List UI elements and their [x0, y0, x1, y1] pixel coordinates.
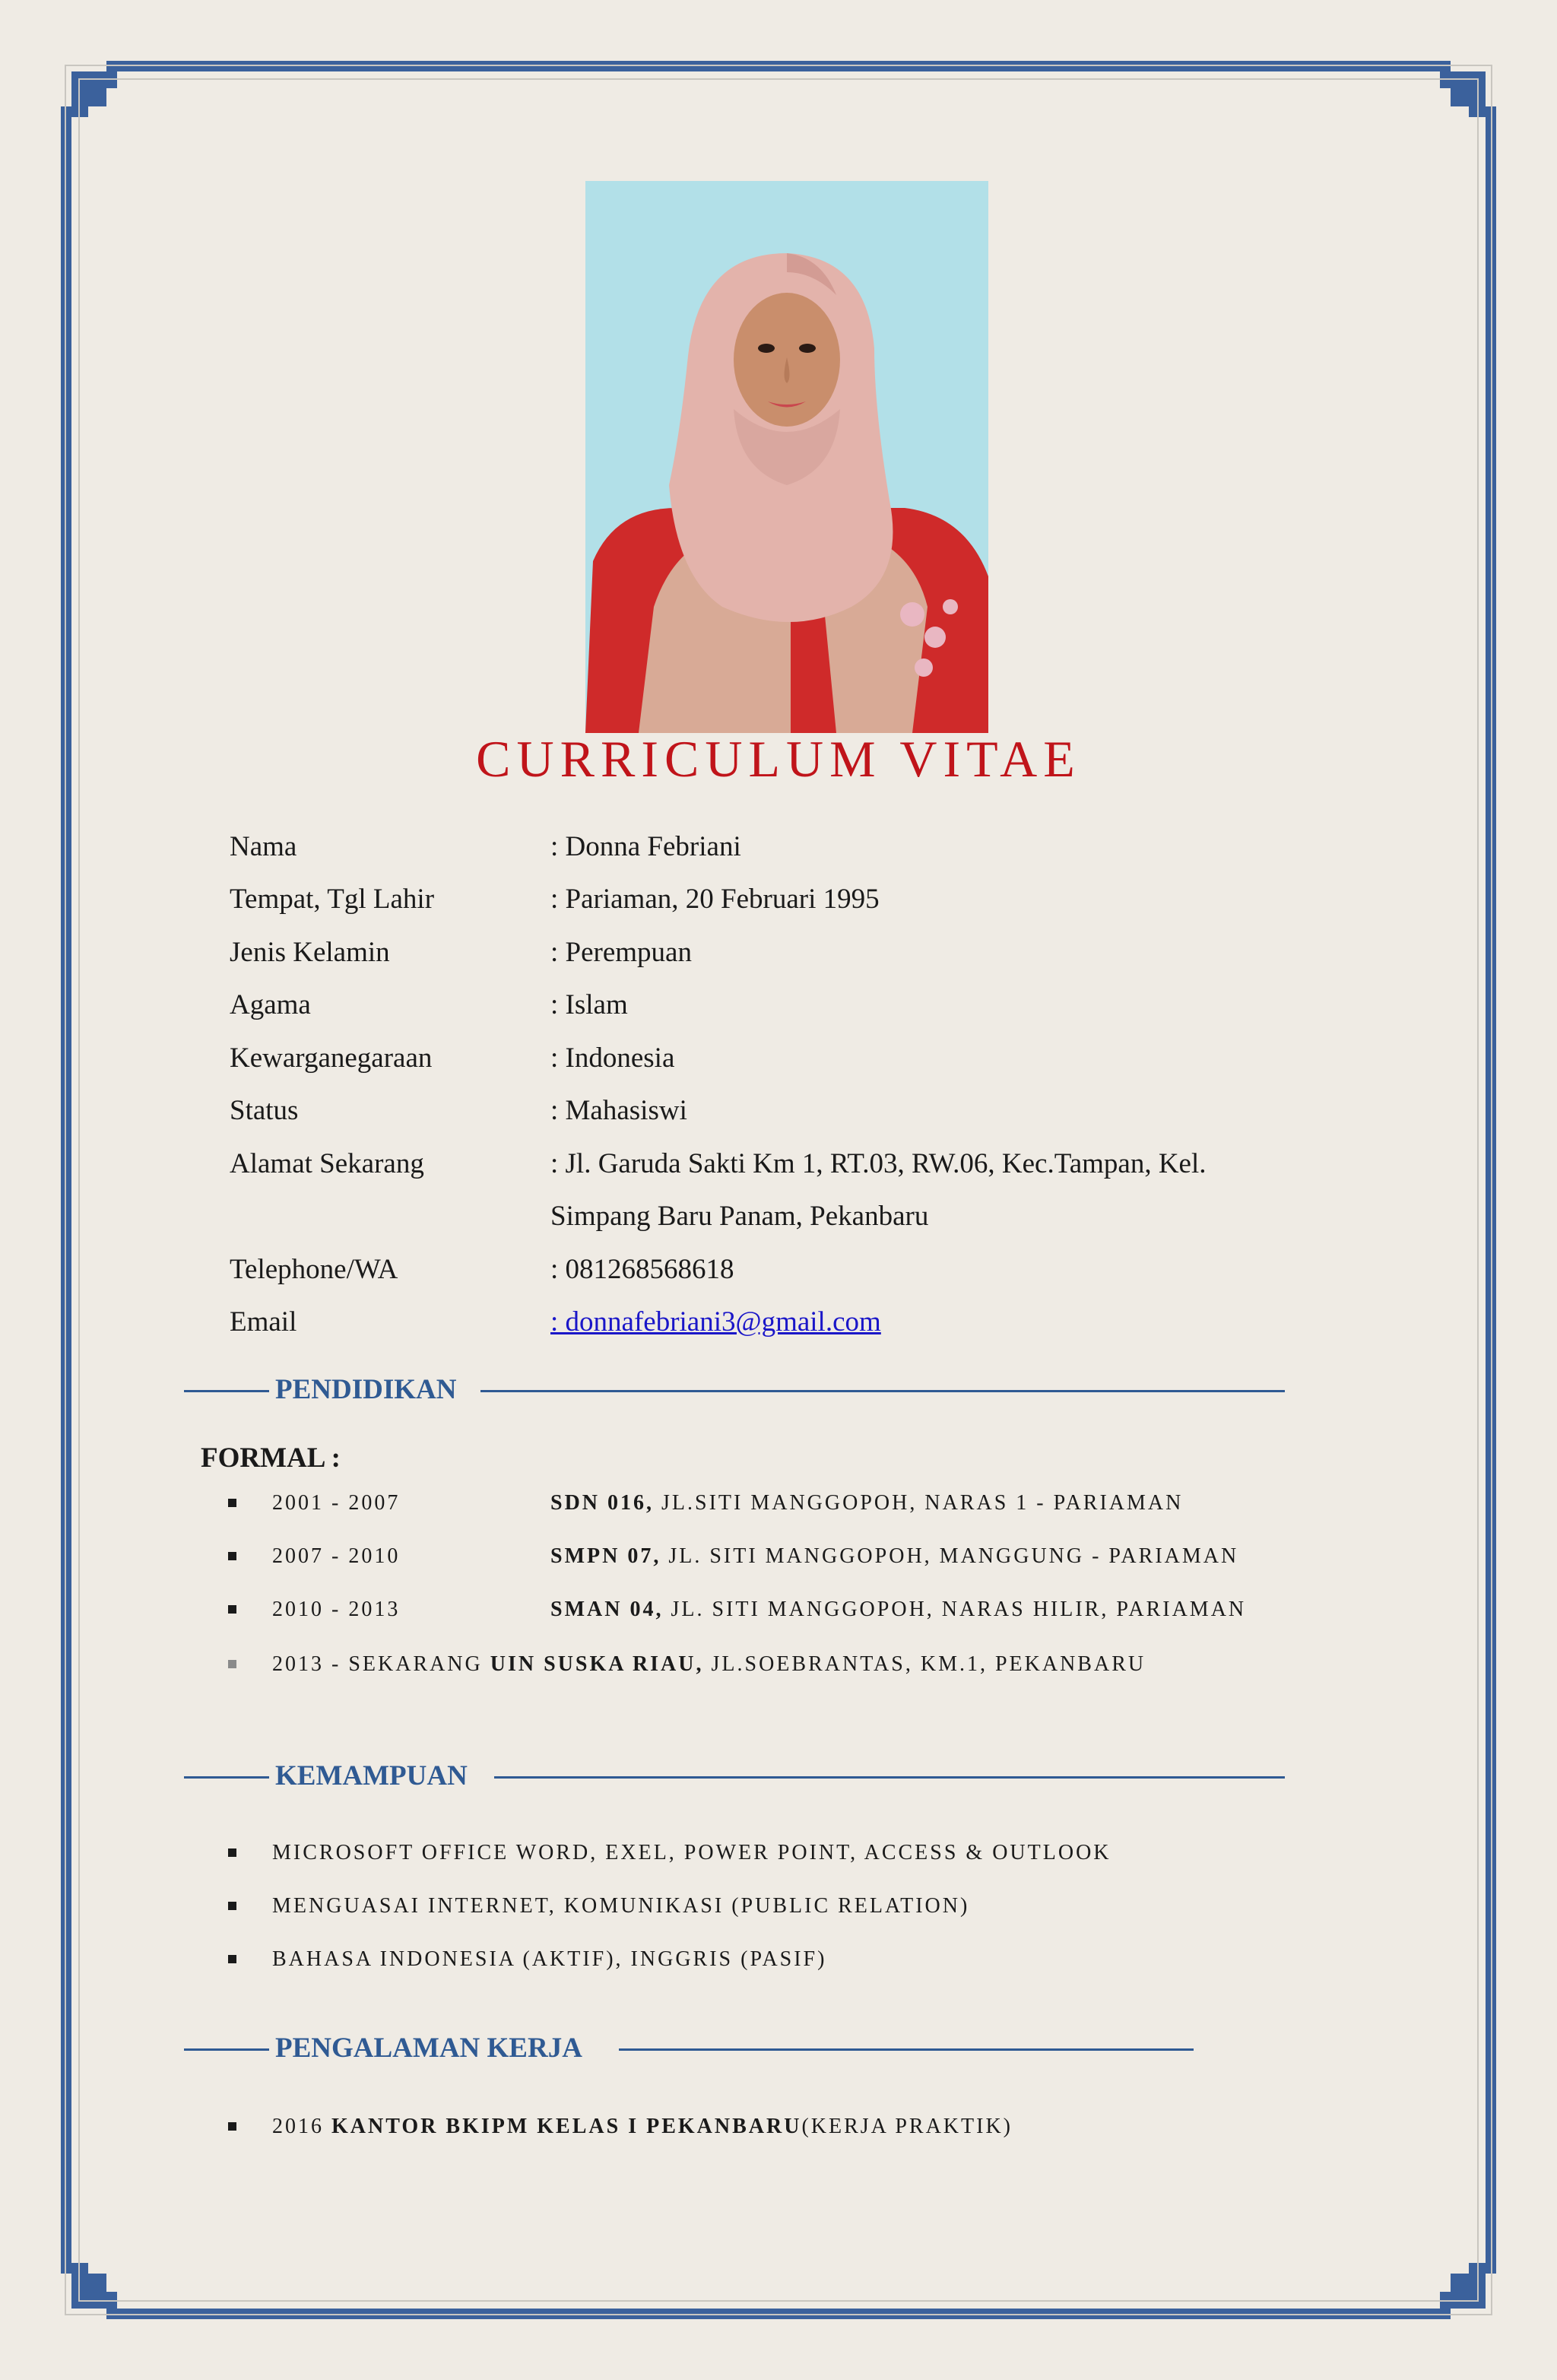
section-divider-left	[184, 1390, 269, 1392]
value-kewarganegaraan: : Indonesia	[550, 1042, 675, 1074]
label-telephone: Telephone/WA	[230, 1254, 398, 1285]
experience-year: 2016	[272, 2115, 331, 2138]
value-nama: : Donna Febriani	[550, 831, 741, 862]
skill-item: MICROSOFT OFFICE WORD, EXEL, POWER POINT, ACCESS & OUTLOOK	[272, 1841, 1111, 1864]
section-divider-right	[480, 1390, 1285, 1392]
edu-school-line	[550, 1597, 1246, 1623]
label-email: Email	[230, 1306, 297, 1338]
edu-school-line	[550, 1490, 1183, 1516]
section-divider-left	[184, 2048, 269, 2051]
value-status: : Mahasiswi	[550, 1095, 687, 1126]
bullet-icon	[228, 1552, 236, 1560]
edu-school: SDN 016,	[550, 1491, 655, 1515]
bullet-icon	[228, 2122, 236, 2131]
experience-note: (KERJA PRAKTIK)	[801, 2115, 1013, 2138]
bullet-icon	[228, 1660, 236, 1668]
section-divider-left	[184, 1776, 269, 1779]
profile-photo	[585, 181, 988, 733]
edu-address: JL. SITI MANGGOPOH, NARAS HILIR, PARIAMAN	[663, 1598, 1247, 1621]
subheading-formal: FORMAL :	[201, 1442, 341, 1474]
label-kewarganegaraan: Kewarganegaraan	[230, 1042, 433, 1074]
value-telephone: : 081268568618	[550, 1254, 734, 1285]
label-jenis-kelamin: Jenis Kelamin	[230, 937, 390, 968]
section-heading-pengalaman-kerja: PENGALAMAN KERJA	[275, 2033, 582, 2064]
edu-years: 2010 - 2013	[272, 1598, 401, 1621]
skill-item: BAHASA INDONESIA (AKTIF), INGGRIS (PASIF)	[272, 1947, 827, 1971]
section-divider-right	[619, 2048, 1194, 2051]
edu-address: JL. SITI MANGGOPOH, MANGGUNG - PARIAMAN	[661, 1544, 1239, 1568]
label-status: Status	[230, 1095, 299, 1126]
skill-item: MENGUASAI INTERNET, KOMUNIKASI (PUBLIC RELATION)	[272, 1894, 970, 1918]
label-tempat-tgl-lahir: Tempat, Tgl Lahir	[230, 884, 435, 915]
section-heading-pendidikan: PENDIDIKAN	[275, 1374, 457, 1405]
email-link[interactable]: : donnafebriani3@gmail.com	[550, 1306, 881, 1338]
bullet-icon	[228, 1605, 236, 1614]
experience-org: KANTOR BKIPM KELAS I PEKANBARU	[331, 2115, 802, 2138]
edu-address: JL.SITI MANGGOPOH, NARAS 1 - PARIAMAN	[654, 1491, 1184, 1515]
bullet-icon	[228, 1902, 236, 1910]
edu-school-line	[550, 1544, 1238, 1569]
value-jenis-kelamin: : Perempuan	[550, 937, 692, 968]
edu-school: SMAN 04,	[550, 1598, 664, 1621]
bullet-icon	[228, 1848, 236, 1857]
edu-school: UIN SUSKA RIAU,	[490, 1652, 704, 1676]
edu-school-line	[272, 1652, 1146, 1677]
edu-years: 2013 - SEKARANG	[272, 1652, 490, 1676]
bullet-icon	[228, 1499, 236, 1507]
edu-school: SMPN 07,	[550, 1544, 661, 1568]
edu-years: 2001 - 2007	[272, 1491, 401, 1515]
section-divider-right	[494, 1776, 1285, 1779]
value-tempat-tgl-lahir: : Pariaman, 20 Februari 1995	[550, 884, 880, 915]
label-nama: Nama	[230, 831, 297, 862]
edu-years: 2007 - 2010	[272, 1544, 401, 1568]
label-agama: Agama	[230, 989, 311, 1020]
value-alamat: : Jl. Garuda Sakti Km 1, RT.03, RW.06, Kec.Tampan, Kel.	[550, 1148, 1207, 1179]
value-agama: : Islam	[550, 989, 628, 1020]
experience-item	[272, 2114, 1013, 2140]
cv-title: CURRICULUM VITAE	[476, 730, 1081, 788]
label-alamat: Alamat Sekarang	[230, 1148, 424, 1179]
section-heading-kemampuan: KEMAMPUAN	[275, 1760, 468, 1791]
value-alamat-line2: Simpang Baru Panam, Pekanbaru	[550, 1201, 929, 1232]
edu-address: JL.SOEBRANTAS, KM.1, PEKANBARU	[703, 1652, 1146, 1676]
bullet-icon	[228, 1955, 236, 1963]
